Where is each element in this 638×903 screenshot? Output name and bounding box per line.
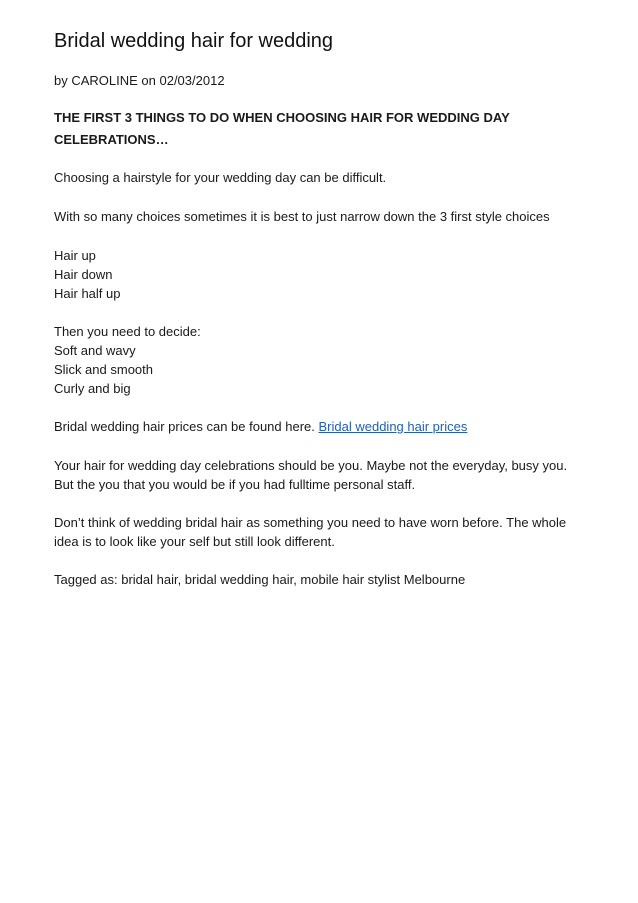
list-item: Hair down xyxy=(54,267,113,282)
decide-list xyxy=(54,322,594,398)
list-item: Curly and big xyxy=(54,381,131,396)
style-list xyxy=(54,246,594,303)
prices-link[interactable]: Bridal wedding hair prices xyxy=(318,419,468,434)
list-item: Soft and wavy xyxy=(54,343,136,358)
prices-paragraph xyxy=(54,417,594,437)
decide-label: Then you need to decide: xyxy=(54,324,201,339)
paragraph-line: Don’t think of wedding bridal hair as something you need to have worn before. The whole xyxy=(54,515,567,530)
intro-paragraph: Choosing a hairstyle for your wedding day can be difficult. xyxy=(54,170,387,185)
tags-line: Tagged as: bridal hair, bridal wedding hair, mobile hair stylist Melbourne xyxy=(54,572,466,587)
article xyxy=(54,28,594,609)
narrow-paragraph: With so many choices sometimes it is best to just narrow down the 3 first style choices xyxy=(54,209,550,224)
list-item: Hair half up xyxy=(54,286,121,301)
list-item: Slick and smooth xyxy=(54,362,153,377)
prices-text: Bridal wedding hair prices can be found here. xyxy=(54,419,319,434)
you-paragraph xyxy=(54,456,594,494)
paragraph-line: idea is to look like your self but still look different. xyxy=(54,534,335,549)
list-item: Hair up xyxy=(54,248,96,263)
paragraph-line: But the you that you would be if you had fulltime personal staff. xyxy=(54,477,416,492)
article-heading: THE FIRST 3 THINGS TO DO WHEN CHOOSING HAIR FOR WEDDING DAY CELEBRATIONS… xyxy=(54,110,510,147)
paragraph-line: Your hair for wedding day celebrations should be you. Maybe not the everyday, busy you. xyxy=(54,458,568,473)
article-title: Bridal wedding hair for wedding xyxy=(54,30,334,52)
article-byline: by CAROLINE on 02/03/2012 xyxy=(54,73,225,88)
dont-paragraph xyxy=(54,513,594,551)
